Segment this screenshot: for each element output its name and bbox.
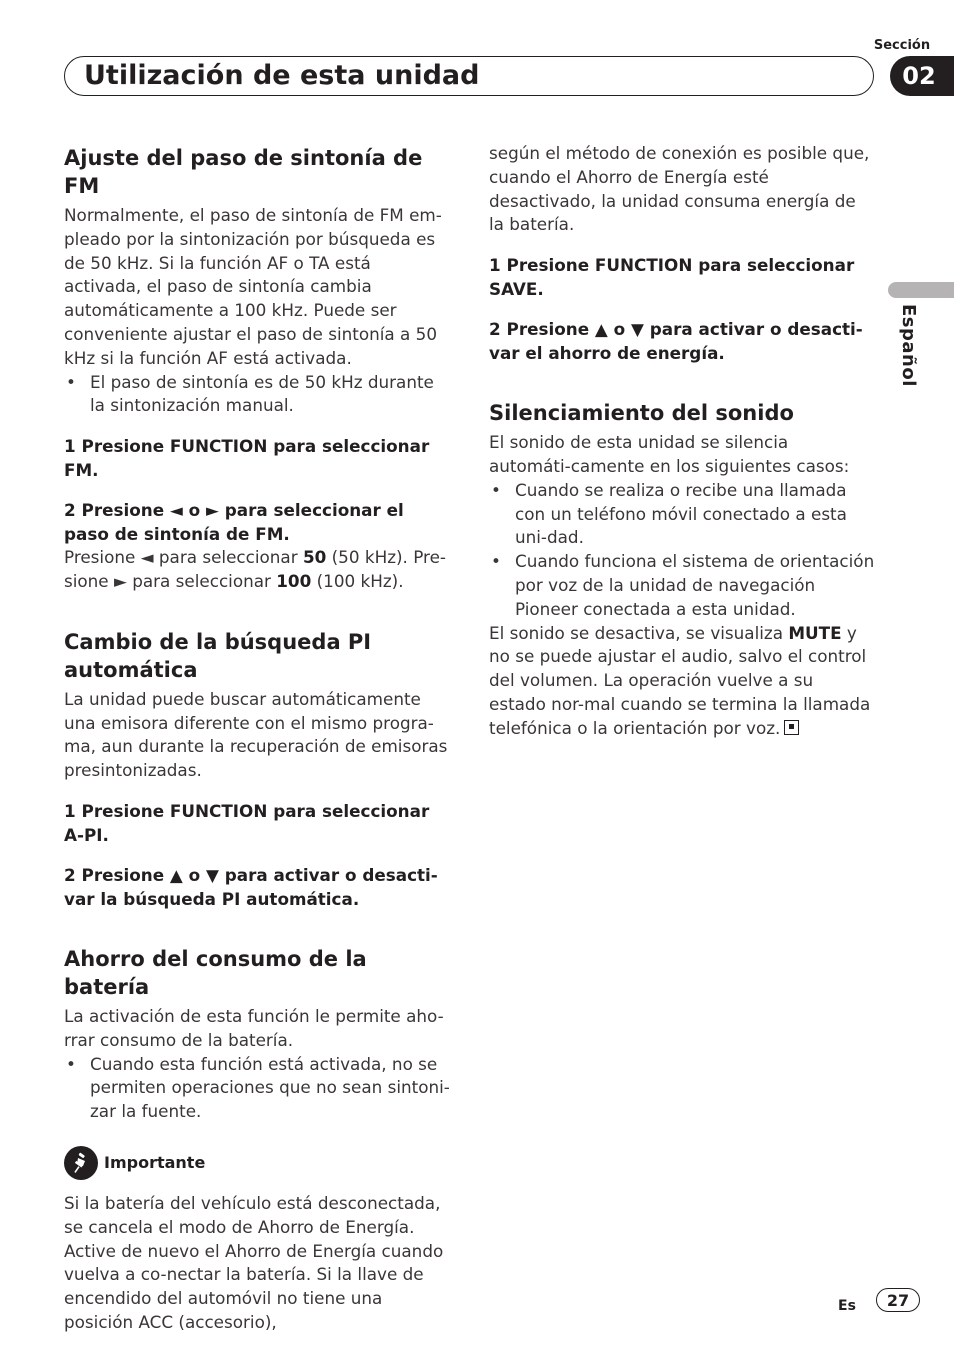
mute-intro: El sonido de esta unidad se silencia automáti-camente en los siguientes casos: [489, 432, 850, 476]
battery-heading: Ahorro del consumo de la batería [64, 946, 367, 999]
list-item: • Cuando se realiza o recibe una llamada con un teléfono móvil conectado a esta uni-dad. [489, 479, 875, 550]
pi-step-1: 1 Presione FUNCTION para seleccionar A-PI. [64, 800, 430, 845]
section-label: Sección [873, 38, 931, 53]
language-tab-label: Español [898, 304, 919, 387]
list-item: • El paso de sintonía es de 50 kHz durante la sintonización manual. [64, 371, 450, 419]
section-number-badge: 02 [890, 56, 954, 96]
fm-step-heading: Ajuste del paso de sintonía de FM [64, 146, 423, 198]
important-text: Si la batería del vehículo está desconectada, se cancela el modo de Ahorro de Energía. Active de nuevo el Ahorro de Energía cuando vuelva a co-nectar la batería. Si la llave de encendido del automóvil no tiene una posición ACC (accesorio), [64, 1192, 444, 1332]
fm-step-1: 1 Presione FUNCTION para seleccionar FM. [64, 436, 430, 481]
battery-intro: La activación de esta función le permite aho-rrar consumo de la batería. [64, 1005, 444, 1050]
list-item: • Cuando funciona el sistema de orientación por voz de la unidad de navegación Pioneer conectada a esta unidad. [489, 550, 875, 621]
mute-body: El sonido se desactiva, se visualiza MUTE y no se puede ajustar el audio, salvo el control del volumen. La operación vuelve a su estado nor-mal cuando se termina la llamada telefónica o la orientación por voz. [489, 622, 871, 738]
list-item: • Cuando esta función está activada, no se permiten operaciones que no sean sintoni-zar la fuente. [64, 1053, 450, 1124]
mute-bullets [489, 479, 875, 622]
page-number: 27 [876, 1288, 920, 1312]
important-header [64, 1146, 450, 1180]
left-column [64, 144, 450, 1335]
end-of-section-icon [784, 720, 799, 735]
fm-step-2-detail: Presione ◄ para seleccionar 50 (50 kHz). Pre-sione ► para seleccionar 100 (100 kHz). [64, 547, 446, 591]
pi-step-2: 2 Presione ▲ o ▼ para activar o desacti-var la búsqueda PI automática. [64, 864, 438, 909]
save-step-2: 2 Presione ▲ o ▼ para activar o desacti-var el ahorro de energía. [489, 319, 863, 364]
language-tab-marker [888, 282, 954, 298]
fm-step-bullets [64, 371, 450, 419]
important-label: Importante [104, 1153, 206, 1173]
fm-step-2: 2 Presione ◄ o ► para seleccionar el paso de sintonía de FM. [64, 500, 404, 545]
footer-language-code: Es [838, 1298, 856, 1314]
fm-step-intro: Normalmente, el paso de sintonía de FM em-pleado por la sintonización por búsqueda es de 50 kHz. Si la función AF o TA está activada, el paso de sintonía cambia automáticamente a 100 kHz. Puede ser conveniente ajustar el paso de sintonía a 50 kHz si la función AF está activada. [64, 205, 442, 368]
pi-intro: La unidad puede buscar automáticamente una emisora diferente con el mismo progra-ma, aun durante la recuperación de emisoras presintonizadas. [64, 688, 448, 781]
pushpin-icon [64, 1146, 98, 1180]
mute-heading: Silenciamiento del sonido [489, 401, 794, 426]
page-title: Utilización de esta unidad [84, 60, 480, 91]
battery-bullets [64, 1053, 450, 1124]
battery-continued: según el método de conexión es posible que, cuando el Ahorro de Energía esté desactivado, la unidad consuma energía de la batería. [489, 143, 870, 235]
pi-heading: Cambio de la búsqueda PI automática [64, 629, 372, 682]
right-column [489, 142, 875, 741]
save-step-1: 1 Presione FUNCTION para seleccionar SAVE. [489, 255, 855, 300]
